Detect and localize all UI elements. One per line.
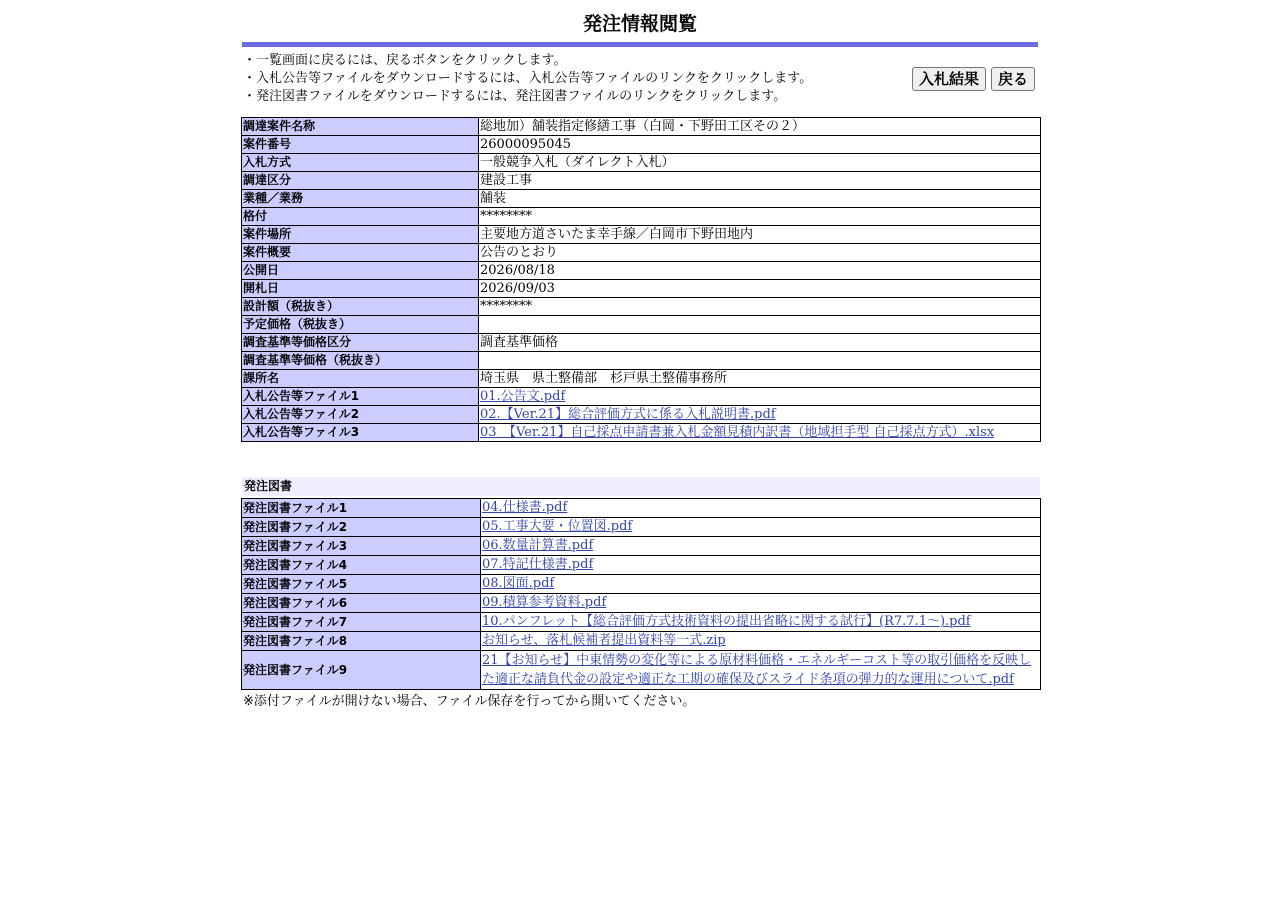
file-label: 発注図書ファイル6 <box>242 594 481 613</box>
field-value: 公告のとおり <box>479 244 1041 262</box>
table-row <box>242 334 1041 352</box>
file-cell <box>481 613 1041 632</box>
order-document-file-link[interactable]: 07.特記仕様書.pdf <box>482 557 594 572</box>
field-value: 建設工事 <box>479 172 1041 190</box>
field-value: 埼玉県 県土整備部 杉戸県土整備事務所 <box>479 370 1041 388</box>
field-label: 案件番号 <box>242 136 479 154</box>
order-document-file-link[interactable]: 06.数量計算書.pdf <box>482 538 594 553</box>
table-row <box>242 424 1041 442</box>
order-document-file-link[interactable]: 05.工事大要・位置図.pdf <box>482 519 633 534</box>
table-row <box>242 208 1041 226</box>
file-cell <box>481 556 1041 575</box>
table-row <box>242 262 1041 280</box>
table-row <box>242 190 1041 208</box>
table-row <box>242 316 1041 334</box>
table-row <box>242 632 1041 651</box>
field-value: ******** <box>479 298 1041 316</box>
order-document-file-link[interactable]: 04.仕様書.pdf <box>482 500 568 515</box>
field-value: 一般競争入札（ダイレクト入札） <box>479 154 1041 172</box>
attachment-note: ※添付ファイルが開けない場合、ファイル保存を行ってから開いてください。 <box>243 694 696 709</box>
field-label: 調査基準等価格区分 <box>242 334 479 352</box>
order-document-file-link[interactable]: 21【お知らせ】中東情勢の変化等による原材料価格・エネルギーコスト等の取引価格を反映した適正な請負代金の設定や適正な工期の確保及びスライド条項の弾力的な運用について.pdf <box>482 653 1032 687</box>
field-label: 課所名 <box>242 370 479 388</box>
field-label: 入札公告等ファイル1 <box>242 388 479 406</box>
field-value <box>479 406 1041 424</box>
table-row <box>242 370 1041 388</box>
field-label: 案件場所 <box>242 226 479 244</box>
order-documents-header: 発注図書 <box>242 477 1040 496</box>
instructions-area <box>241 47 1039 117</box>
instruction-line: ・発注図書ファイルをダウンロードするには、発注図書ファイルのリンクをクリックします。 <box>243 89 787 104</box>
field-label: 入札方式 <box>242 154 479 172</box>
field-value: 総地加）舗装指定修繕工事（白岡・下野田工区その２） <box>479 118 1041 136</box>
field-label: 調達区分 <box>242 172 479 190</box>
field-label: 公開日 <box>242 262 479 280</box>
table-row <box>242 613 1041 632</box>
table-row <box>242 172 1041 190</box>
field-value <box>479 388 1041 406</box>
file-cell <box>481 537 1041 556</box>
table-row <box>242 406 1041 424</box>
file-label: 発注図書ファイル4 <box>242 556 481 575</box>
field-value: 2026/09/03 <box>479 280 1041 298</box>
order-info-table <box>241 117 1041 442</box>
file-label: 発注図書ファイル7 <box>242 613 481 632</box>
bid-notice-file-link[interactable]: 03 【Ver.21】自己採点申請書兼入札金額見積内訳書（地域担手型 自己採点方式）.xlsx <box>480 425 995 440</box>
page-container <box>241 0 1039 711</box>
file-cell <box>481 594 1041 613</box>
table-row <box>242 280 1041 298</box>
bid-notice-file-link[interactable]: 02.【Ver.21】総合評価方式に係る入札説明書.pdf <box>480 407 776 422</box>
table-row <box>242 154 1041 172</box>
file-cell <box>481 499 1041 518</box>
field-value <box>479 316 1041 334</box>
bid-notice-file-link[interactable]: 01.公告文.pdf <box>480 389 566 404</box>
field-label: 調査基準等価格（税抜き） <box>242 352 479 370</box>
table-row <box>242 298 1041 316</box>
field-label: 入札公告等ファイル3 <box>242 424 479 442</box>
field-value: 26000095045 <box>479 136 1041 154</box>
file-label: 発注図書ファイル5 <box>242 575 481 594</box>
field-label: 入札公告等ファイル2 <box>242 406 479 424</box>
file-cell <box>481 575 1041 594</box>
field-label: 業種／業務 <box>242 190 479 208</box>
table-row <box>242 352 1041 370</box>
file-label: 発注図書ファイル2 <box>242 518 481 537</box>
table-row <box>242 118 1041 136</box>
table-row <box>242 226 1041 244</box>
field-value: 舗装 <box>479 190 1041 208</box>
field-label: 案件概要 <box>242 244 479 262</box>
field-label: 格付 <box>242 208 479 226</box>
table-row <box>242 499 1041 518</box>
table-row <box>242 537 1041 556</box>
field-value: 調査基準価格 <box>479 334 1041 352</box>
field-value: 主要地方道さいたま幸手線／白岡市下野田地内 <box>479 226 1041 244</box>
instruction-line: ・入札公告等ファイルをダウンロードするには、入札公告等ファイルのリンクをクリックします。 <box>243 71 813 86</box>
field-value: ******** <box>479 208 1041 226</box>
field-label: 予定価格（税抜き） <box>242 316 479 334</box>
table-row <box>242 556 1041 575</box>
file-cell <box>481 632 1041 651</box>
back-button[interactable]: 戻る <box>991 67 1035 91</box>
table-row <box>242 388 1041 406</box>
field-label: 調達案件名称 <box>242 118 479 136</box>
file-label: 発注図書ファイル3 <box>242 537 481 556</box>
field-label: 開札日 <box>242 280 479 298</box>
field-label: 設計額（税抜き） <box>242 298 479 316</box>
table-row <box>242 594 1041 613</box>
table-row <box>242 575 1041 594</box>
instruction-line: ・一覧画面に戻るには、戻るボタンをクリックします。 <box>243 53 567 68</box>
order-document-file-link[interactable]: 08.図面.pdf <box>482 576 555 591</box>
file-label: 発注図書ファイル1 <box>242 499 481 518</box>
file-label: 発注図書ファイル9 <box>242 651 481 690</box>
file-cell <box>481 518 1041 537</box>
field-value <box>479 424 1041 442</box>
table-row <box>242 244 1041 262</box>
order-document-file-link[interactable]: 10.パンフレット【総合評価方式技術資料の提出省略に関する試行】(R7.7.1～).pdf <box>482 614 971 629</box>
file-cell <box>481 651 1041 690</box>
table-row <box>242 136 1041 154</box>
bid-result-button[interactable]: 入札結果 <box>912 67 986 91</box>
field-value: 2026/08/18 <box>479 262 1041 280</box>
file-label: 発注図書ファイル8 <box>242 632 481 651</box>
table-row <box>242 518 1041 537</box>
field-value <box>479 352 1041 370</box>
page-title: 発注情報閲覧 <box>582 13 697 35</box>
order-document-file-link[interactable]: お知らせ、落札候補者提出資料等一式.zip <box>482 633 726 648</box>
table-row <box>242 651 1041 690</box>
order-documents-table <box>241 498 1041 690</box>
order-document-file-link[interactable]: 09.積算参考資料.pdf <box>482 595 607 610</box>
